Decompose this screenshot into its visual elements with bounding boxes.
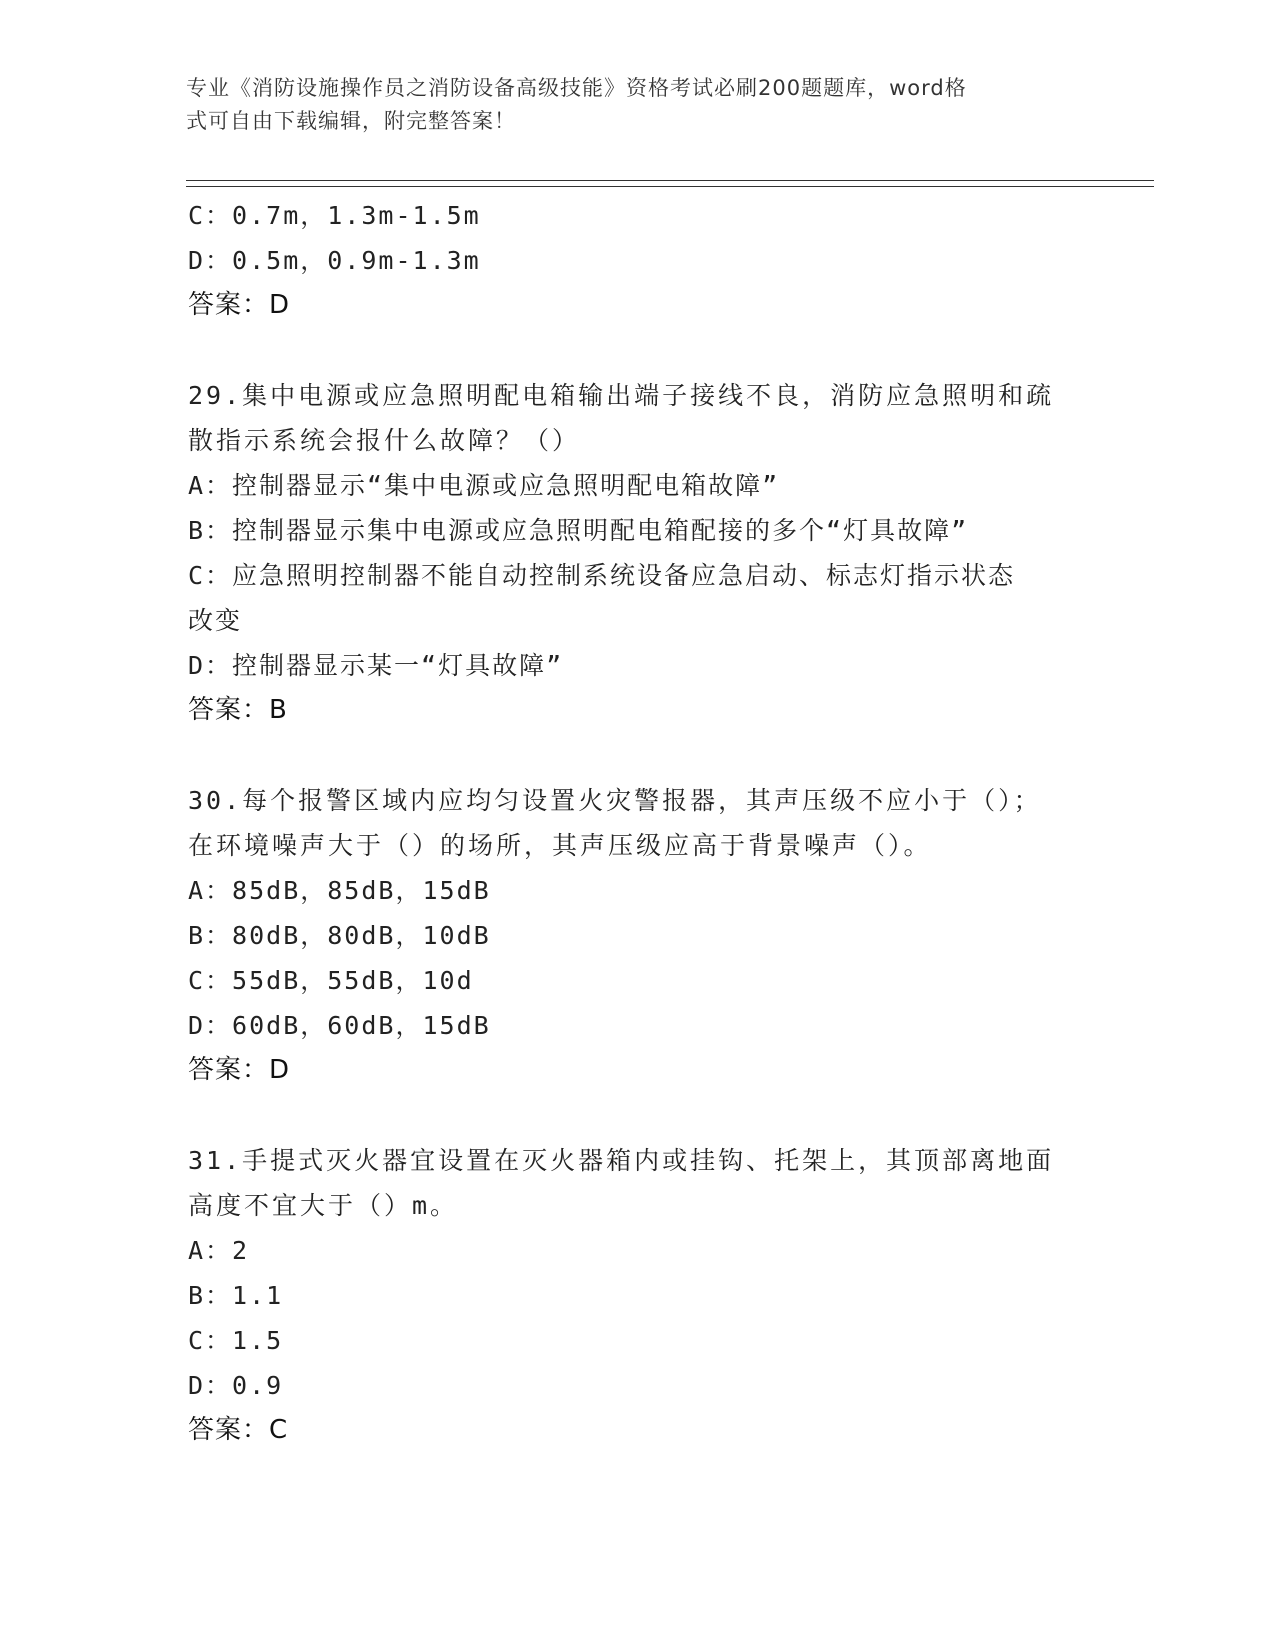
option-a: A：2 [188,1236,250,1265]
option-a: A：控制器显示“集中电源或应急照明配电箱故障” [188,471,780,500]
option-b: B：80dB，80dB，10dB [188,921,491,950]
option-d: D：0.5m，0.9m-1.3m [188,246,481,275]
header-divider-top [186,180,1154,181]
option-c: C：55dB，55dB，10d [188,966,474,995]
option-b: B：控制器显示集中电源或应急照明配电箱配接的多个“灯具故障” [188,516,969,545]
question-stem-line-2: 高度不宜大于（）m。 [188,1191,459,1220]
header-line-1: 专业《消防设施操作员之消防设备高级技能》资格考试必刷200题题库，word格 [186,76,967,100]
answer-label: 答案：C [188,1415,289,1445]
option-c: C：1.5 [188,1326,284,1355]
question-28-tail [188,193,1088,328]
header-line-2: 式可自由下载编辑，附完整答案！ [186,109,516,133]
answer-label: 答案：B [188,695,288,725]
question-list [188,193,1088,1453]
option-d: D：0.9 [188,1371,284,1400]
option-c: C：0.7m，1.3m-1.5m [188,201,481,230]
question-30 [188,778,1088,1093]
header-divider-bottom [186,186,1154,187]
document-header [186,72,1066,138]
option-c: C：应急照明控制器不能自动控制系统设备应急启动、标志灯指示状态 [188,561,1016,590]
question-stem-line-1: 31.手提式灭火器宜设置在灭火器箱内或挂钩、托架上，其顶部离地面 [188,1146,1055,1175]
answer-label: 答案：D [188,290,291,320]
option-d: D：60dB，60dB，15dB [188,1011,491,1040]
question-stem-line-1: 29.集中电源或应急照明配电箱输出端子接线不良，消防应急照明和疏 [188,381,1055,410]
question-stem-line-1: 30.每个报警区域内应均匀设置火灾警报器，其声压级不应小于（）； [188,786,1042,815]
question-31 [188,1138,1088,1453]
option-c-continued: 改变 [188,606,243,635]
option-a: A：85dB，85dB，15dB [188,876,491,905]
question-29 [188,373,1088,733]
question-stem-line-2: 散指示系统会报什么故障？（） [188,426,581,455]
question-stem-line-2: 在环境噪声大于（）的场所，其声压级应高于背景噪声（）。 [188,831,932,860]
option-d: D：控制器显示某一“灯具故障” [188,651,564,680]
answer-label: 答案：D [188,1055,291,1085]
option-b: B：1.1 [188,1281,284,1310]
